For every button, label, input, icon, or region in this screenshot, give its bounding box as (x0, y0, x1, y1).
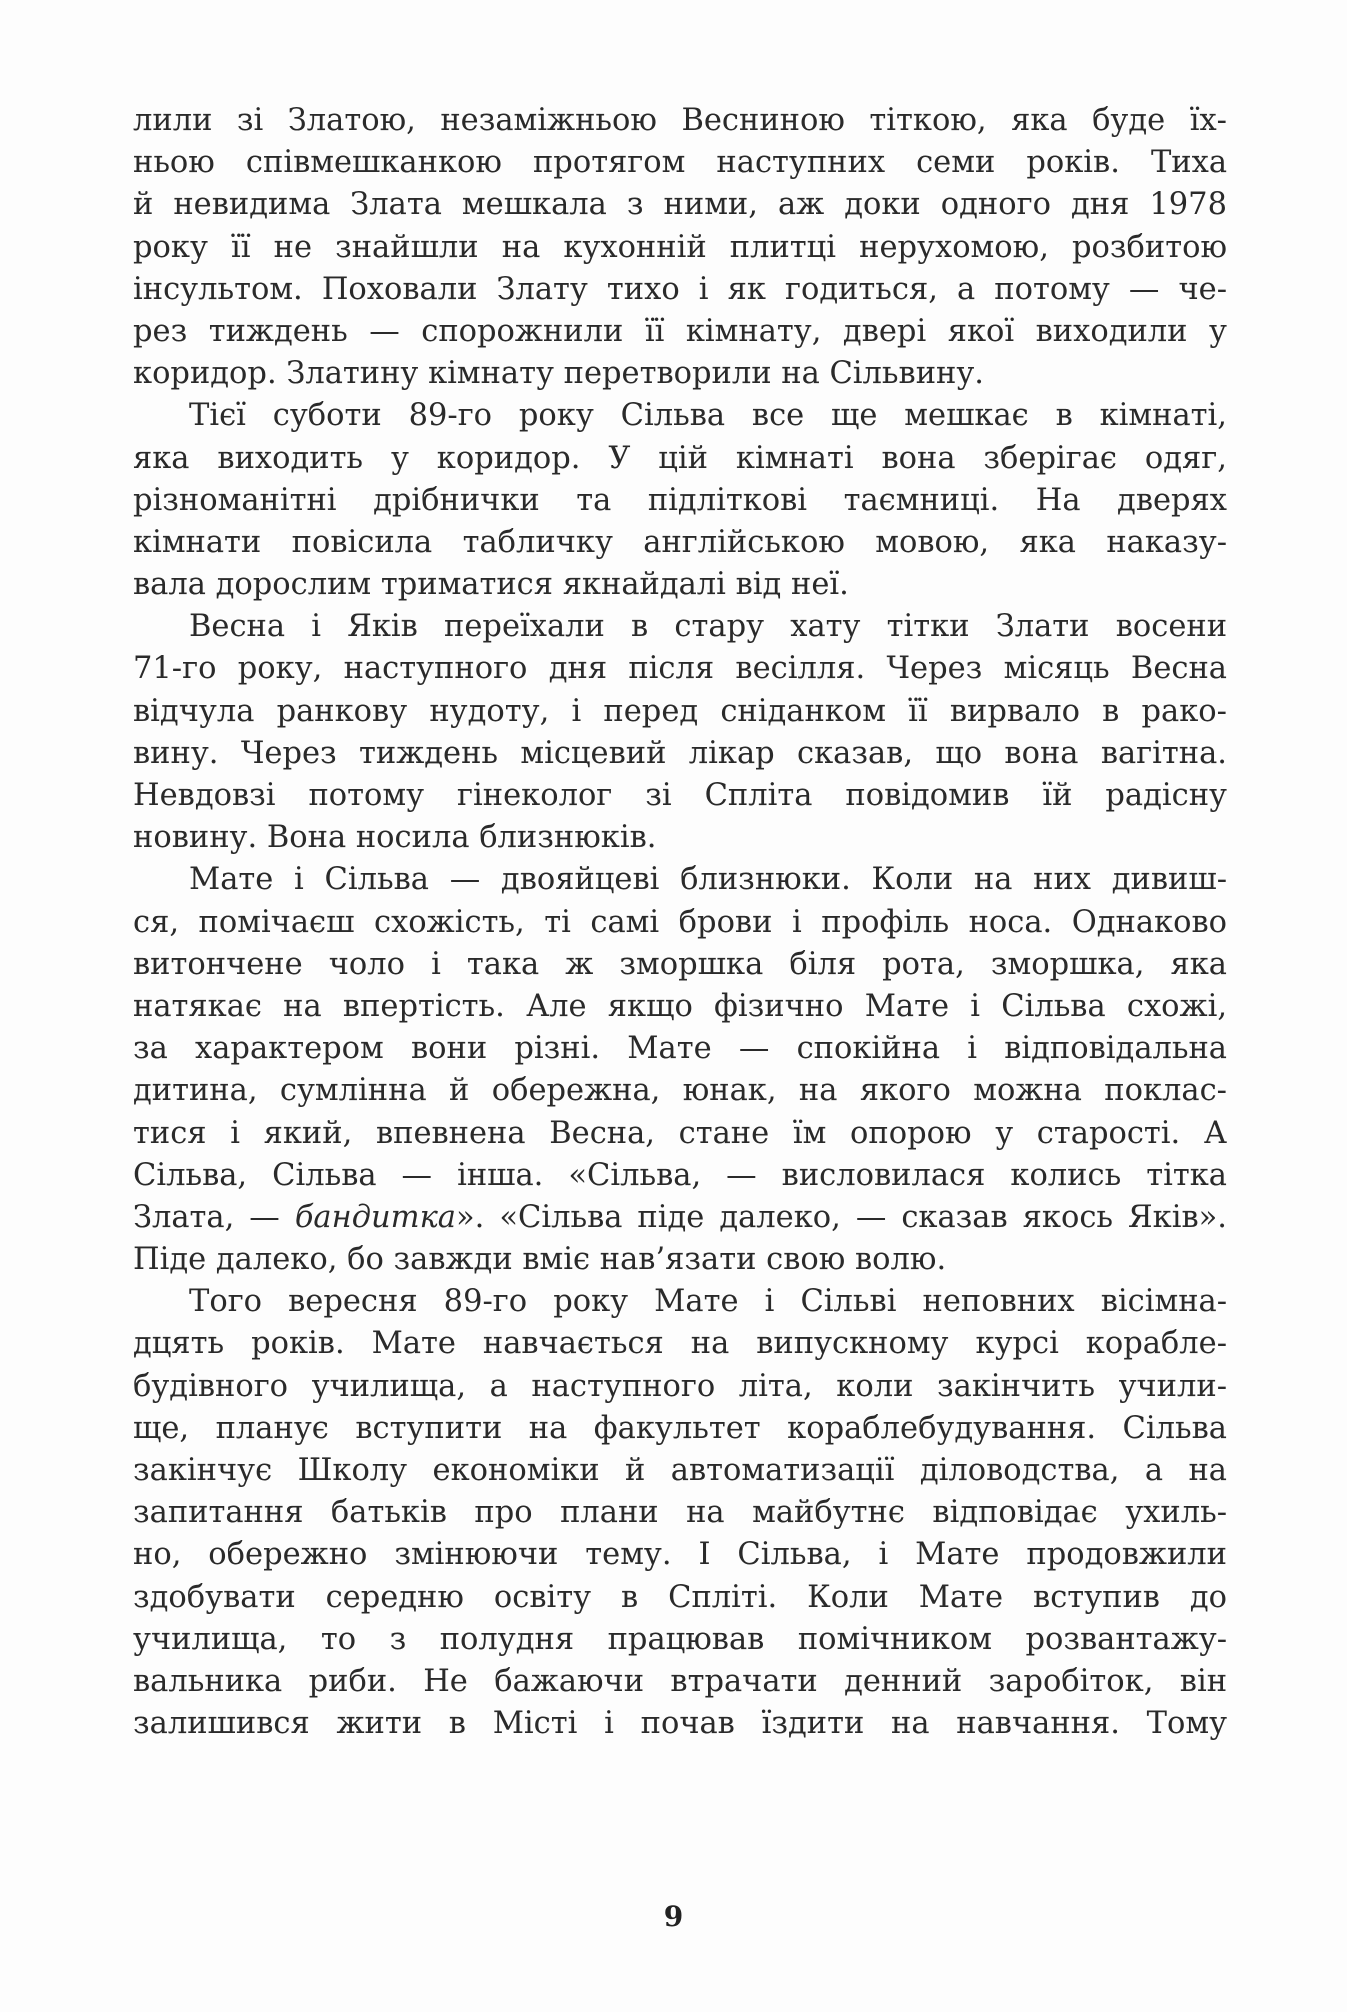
text-line: но, обережно змінюючи тему. І Сільва, і Мате продовжили (133, 1537, 1228, 1573)
text-line: натякає на впертість. Але якщо фізично Мате і Сільва схожі, (133, 988, 1228, 1024)
text-line: ще, планує вступити на факультет кораблебудування. Сільва (133, 1410, 1227, 1446)
text-line: новину. Вона носила близнюків. (133, 820, 657, 856)
paragraph-4 (133, 859, 1227, 1281)
text-line: рез тиждень — спорожнили її кімнату, двері якої виходили у (133, 313, 1227, 349)
paragraph-5 (133, 1281, 1227, 1745)
paragraph-3 (133, 606, 1227, 859)
text-line: 71-го року, наступного дня після весілля. Через місяць Весна (133, 651, 1227, 687)
text-line: закінчує Школу економіки й автоматизації діловодства, а на (133, 1453, 1227, 1488)
text-line: здобувати середню освіту в Спліті. Коли Мате вступив до (133, 1579, 1228, 1615)
text-line: витончене чоло і така ж зморшка біля рота, зморшка, яка (133, 946, 1227, 982)
text-fragment: Злата, — (133, 1199, 295, 1235)
text-line: дцять років. Мате навчається на випускному курсі корабле- (133, 1326, 1228, 1362)
text-line: й невидима Злата мешкала з ними, аж доки одного дня 1978 (133, 187, 1227, 223)
text-fragment: ». «Сільва піде далеко, — сказав якось Яків». (456, 1199, 1227, 1235)
italic-word: бандитка (294, 1199, 456, 1235)
text-line: Того вересня 89-го року Мате і Сільві неповних вісімна- (189, 1284, 1228, 1320)
text-line: дитина, сумлінна й обережна, юнак, на якого можна поклас- (133, 1073, 1227, 1109)
text-line: кімнати повісила табличку англійською мовою, яка наказу- (133, 524, 1228, 560)
text-line: яка виходить у коридор. У цій кімнаті вона зберігає одяг, (133, 440, 1227, 476)
text-line: Невдовзі потому гінеколог зі Спліта повідомив їй радісну (133, 778, 1227, 813)
text-line: за характером вони різні. Мате — спокійна і відповідальна (133, 1031, 1227, 1067)
body-text (133, 100, 1227, 1745)
text-line: будівного училища, а наступного літа, коли закінчить учили- (133, 1368, 1228, 1404)
text-line: училища, то з полудня працював помічником розвантажу- (133, 1621, 1228, 1657)
text-line: різноманітні дрібнички та підліткові таємниці. На дверях (133, 482, 1228, 518)
text-line: ся, помічаєш схожість, ті самі брови і профіль носа. Однаково (133, 904, 1228, 940)
text-line: Сільва, Сільва — інша. «Сільва, — висловилася колись тітка (133, 1157, 1227, 1193)
text-line: лили зі Златою, незаміжньою Весниною тіткою, яка буде їх- (133, 103, 1227, 138)
text-line: коридор. Златину кімнату перетворили на Сільвину. (133, 356, 984, 392)
paragraph-2 (133, 395, 1227, 606)
text-line: Піде далеко, бо завжди вміє нав’язати свою волю. (133, 1242, 947, 1278)
text-line: інсультом. Поховали Злату тихо і як годиться, а потому — че- (133, 271, 1228, 307)
text-line: Весна і Яків переїхали в стару хату тітки Злати восени (189, 609, 1228, 645)
text-line: вину. Через тиждень місцевий лікар сказав, що вона вагітна. (133, 735, 1227, 771)
text-line: ньою співмешканкою протягом наступних семи років. Тиха (133, 145, 1228, 181)
paragraph-1 (133, 100, 1227, 395)
text-line: залишився жити в Місті і почав їздити на навчання. Тому (133, 1706, 1228, 1742)
text-line: запитання батьків про плани на майбутнє відповідає ухиль- (133, 1495, 1227, 1531)
text-line: вала дорослим триматися якнайдалі від неї. (133, 567, 849, 603)
text-line: року її не знайшли на кухонній плитці нерухомою, розбитою (133, 229, 1228, 265)
page-number: 9 (663, 1900, 684, 1933)
text-line (133, 1197, 1227, 1239)
text-line: тися і який, впевнена Весна, стане їм опорою у старості. А (133, 1115, 1228, 1151)
text-line: Мате і Сільва — двояйцеві близнюки. Коли на них дивиш- (189, 862, 1227, 898)
text-line: відчула ранкову нудоту, і перед сніданком її вирвало в рако- (133, 693, 1227, 729)
text-line: вальника риби. Не бажаючи втрачати денний заробіток, він (133, 1663, 1228, 1699)
text-line: Тієї суботи 89-го року Сільва все ще мешкає в кімнаті, (189, 398, 1227, 434)
